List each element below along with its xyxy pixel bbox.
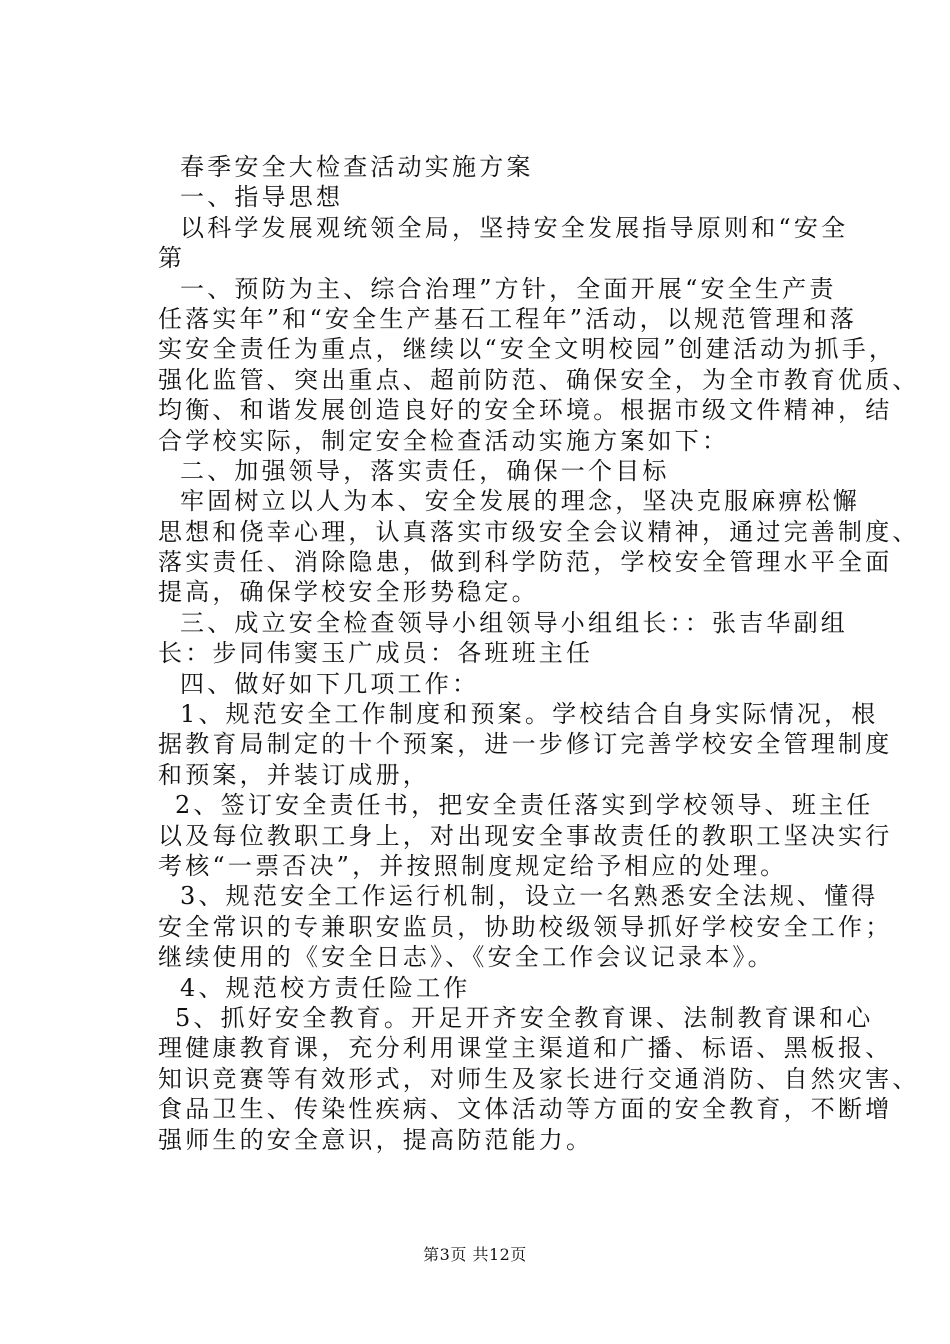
- page-footer: 第3页 共12页: [423, 1245, 527, 1264]
- text-line: 强化监管、突出重点、超前防范、确保安全，为全市教育优质、: [158, 365, 920, 394]
- text-line: 强师生的安全意识，提高防范能力。: [158, 1125, 594, 1154]
- text-line: 思想和侥幸心理，认真落实市级安全会议精神，通过完善制度、: [158, 517, 920, 546]
- text-line: 考核“一票否决”，并按照制度规定给予相应的处理。: [158, 851, 788, 880]
- text-line: 继续使用的《安全日志》、《安全工作会议记录本》。: [158, 943, 775, 972]
- text-line: 一、预防为主、综合治理”方针，全面开展“安全生产责: [180, 274, 837, 303]
- text-line: 2、签订安全责任书，把安全责任落实到学校领导、班主任: [175, 791, 874, 820]
- text-line: 第: [158, 244, 186, 273]
- text-line: 一、指导思想: [180, 183, 344, 212]
- text-line: 三、成立安全检查领导小组领导小组组长：：张吉华副组: [180, 608, 848, 637]
- text-line: 以科学发展观统领全局，坚持安全发展指导原则和“安全: [180, 213, 849, 242]
- text-line: 3、规范安全工作运行机制，设立一名熟悉安全法规、懂得: [180, 882, 879, 911]
- text-line: 1、规范安全工作制度和预案。学校结合自身实际情况，根: [180, 700, 879, 729]
- text-line: 4、规范校方责任险工作: [180, 973, 471, 1002]
- text-line: 理健康教育课，充分利用课堂主渠道和广播、标语、黑板报、: [158, 1034, 893, 1063]
- text-line: 安全常识的专兼职安监员，协助校级领导抓好学校安全工作；: [158, 912, 893, 941]
- text-line: 实安全责任为重点，继续以“安全文明校园”创建活动为抓手，: [158, 335, 897, 364]
- text-line: 知识竞赛等有效形式，对师生及家长进行交通消防、自然灾害、: [158, 1064, 920, 1093]
- text-line: 四、做好如下几项工作：: [180, 669, 480, 698]
- text-line: 任落实年”和“安全生产基石工程年”活动，以规范管理和落: [158, 304, 858, 333]
- text-line: 均衡、和谐发展创造良好的安全环境。根据市级文件精神，结: [158, 396, 893, 425]
- document-title: 春季安全大检查活动实施方案: [180, 153, 534, 181]
- text-line: 合学校实际，制定安全检查活动实施方案如下：: [158, 426, 730, 455]
- text-line: 和预案，并装订成册，: [158, 760, 430, 789]
- text-line: 5、抓好安全教育。开足开齐安全教育课、法制教育课和心: [175, 1003, 874, 1032]
- text-line: 落实责任、消除隐患，做到科学防范，学校安全管理水平全面: [158, 548, 893, 577]
- text-line: 以及每位教职工身上，对出现安全事故责任的教职工坚决实行: [158, 821, 893, 850]
- text-line: 提高，确保学校安全形势稳定。: [158, 578, 539, 607]
- text-line: 食品卫生、传染性疾病、文体活动等方面的安全教育，不断增: [158, 1095, 893, 1124]
- text-line: 长：步同伟窦玉广成员：各班班主任: [158, 639, 594, 668]
- text-line: 牢固树立以人为本、安全发展的理念，坚决克服麻痹松懈: [180, 487, 860, 516]
- text-line: 据教育局制定的十个预案，进一步修订完善学校安全管理制度: [158, 730, 893, 759]
- text-line: 二、加强领导，落实责任，确保一个目标: [180, 456, 670, 485]
- document-body: [158, 152, 920, 1155]
